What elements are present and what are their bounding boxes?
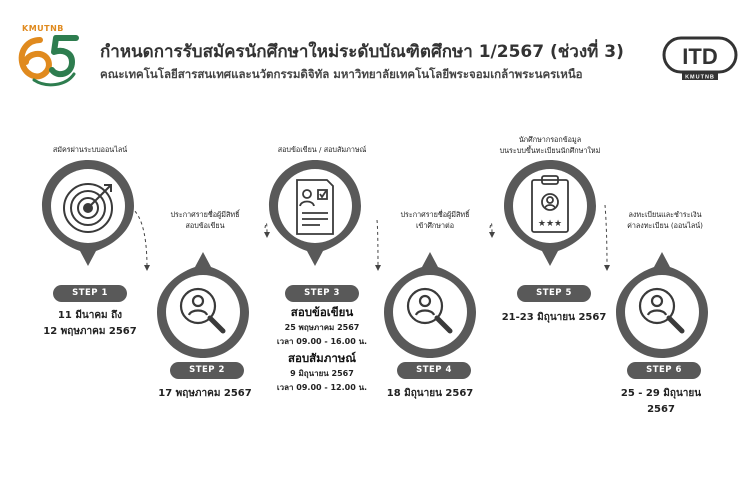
step-1-date-line: 12 พฤษภาคม 2567 xyxy=(43,325,137,337)
step-3-pill: STEP 3 xyxy=(285,285,359,302)
step-6-pin xyxy=(612,240,712,360)
step-2-date xyxy=(140,386,270,402)
target-icon xyxy=(64,184,112,232)
step-6-pill: STEP 6 xyxy=(627,362,701,379)
step-5-pin xyxy=(500,158,600,278)
connector-3-4 xyxy=(377,220,378,268)
step-6-label xyxy=(605,210,725,232)
step-4-label xyxy=(380,210,490,232)
step-5-date xyxy=(484,310,624,326)
interview-date: 9 มิถุนายน 2567 xyxy=(290,369,354,378)
step-2-label-line: ประกาศรายชื่อผู้มีสิทธิ์ xyxy=(170,210,240,219)
step-4-label-line: ประกาศรายชื่อผู้มีสิทธิ์ xyxy=(400,210,470,219)
interview-title: สอบสัมภาษณ์ xyxy=(287,351,357,365)
step-6-date xyxy=(596,386,726,417)
step-4-pill: STEP 4 xyxy=(397,362,471,379)
step-1-date-line: 11 มีนาคม ถึง xyxy=(57,310,123,321)
svg-text:★★★: ★★★ xyxy=(537,219,563,229)
step-4-label-line: เข้าศึกษาต่อ xyxy=(415,220,455,230)
step-5-pill: STEP 5 xyxy=(517,285,591,302)
itd-logo-subtext: KMUTNB xyxy=(685,74,715,81)
step-1-pin xyxy=(38,158,138,278)
step-1-label-line: สมัครผ่านระบบออนไลน์ xyxy=(52,145,128,154)
step-4-date-line: 18 มิถุนายน 2567 xyxy=(386,388,474,399)
written-exam-time: เวลา 09.00 - 16.00 น. xyxy=(276,337,368,346)
step-4-pin xyxy=(380,240,480,360)
written-exam-title: สอบข้อเขียน xyxy=(290,305,354,319)
step-3-label xyxy=(262,145,382,156)
step-2-label xyxy=(150,210,260,232)
step-6-label-line: ลงทะเบียนและชำระเงิน xyxy=(628,210,702,219)
logo-brand-text: KMUTNB xyxy=(22,24,64,33)
interview-time: เวลา 09.00 - 12.00 น. xyxy=(276,383,368,392)
step-6-date-line: 2567 xyxy=(647,403,675,415)
step-5-label-line: นักศึกษากรอกข้อมูล xyxy=(518,135,582,144)
step-1-label xyxy=(30,145,150,156)
step-5-label xyxy=(480,135,620,157)
step-5-label-line: บนระบบขึ้นทะเบียนนักศึกษาใหม่ xyxy=(499,145,601,155)
step-2-label-line: สอบข้อเขียน xyxy=(185,220,225,230)
step-2-pill: STEP 2 xyxy=(170,362,244,379)
step-1-date xyxy=(20,308,160,339)
step-3-pin xyxy=(265,158,365,278)
step-1-pill: STEP 1 xyxy=(53,285,127,302)
step-4-date xyxy=(365,386,495,402)
step-6-label-line: ค่าลงทะเบียน (ออนไลน์) xyxy=(627,220,703,230)
written-exam-date: 25 พฤษภาคม 2567 xyxy=(284,323,360,332)
step-6-date-line: 25 - 29 มิถุนายน xyxy=(620,388,702,399)
page-subtitle: คณะเทคโนโลยีสารสนเทศและนวัตกรรมดิจิทัล มหาวิทยาลัยเทคโนโลยีพระจอมเกล้าพระนครเหนือ xyxy=(100,67,583,81)
page-title: กำหนดการรับสมัครนักศึกษาใหม่ระดับบัณฑิตศึกษา 1/2567 (ช่วงที่ 3) xyxy=(100,42,624,62)
connector-4-5 xyxy=(490,223,492,235)
step-5-date-line: 21-23 มิถุนายน 2567 xyxy=(501,312,607,323)
step-2-date-line: 17 พฤษภาคม 2567 xyxy=(158,388,252,399)
step-3-label-line: สอบข้อเขียน / สอบสัมภาษณ์ xyxy=(277,145,367,154)
step-2-pin xyxy=(153,240,253,360)
itd-logo-text: ITD xyxy=(682,44,718,69)
